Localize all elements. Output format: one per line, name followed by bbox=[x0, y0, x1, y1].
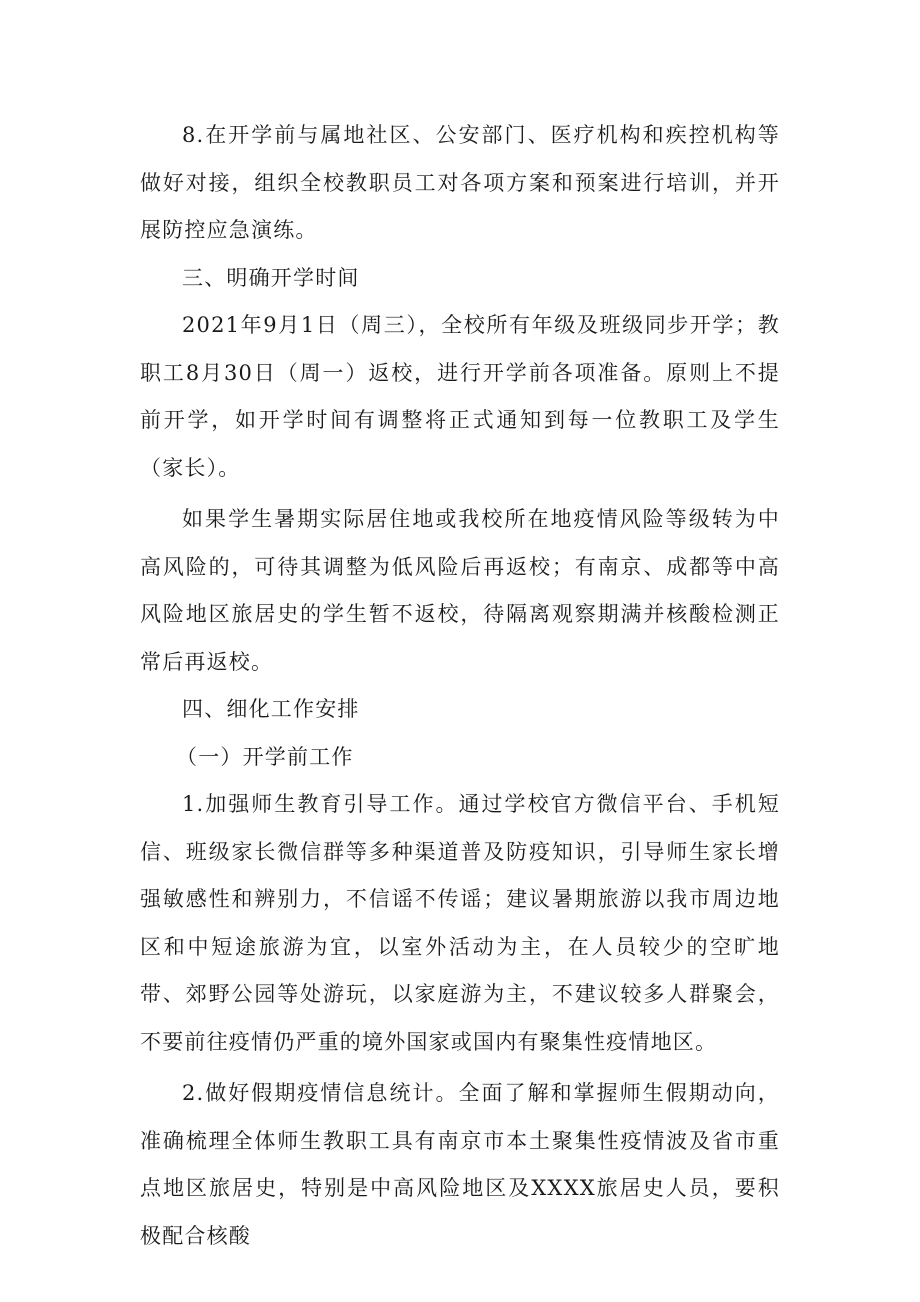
section-heading-3: 三、明确开学时间 bbox=[182, 265, 360, 290]
paragraph-item-1: 1.加强师生教育引导工作。通过学校官方微信平台、手机短信、班级家长微信群等多种渠道普及防疫知识，引导师生家长增强敏感性和辨别力，不信谣不传谣；建议暑期旅游以我市周边地区和中短途旅游为宜，以室外活动为主，在人员较少的空旷地带、郊野公园等处游玩，以家庭游为主，不建议较多人群聚会，不要前往疫情仍严重的境外国家或国内有聚集性疫情地区。 bbox=[140, 792, 780, 1054]
paragraph-risk-policy: 如果学生暑期实际居住地或我校所在地疫情风险等级转为中高风险的，可待其调整为低风险后再返校；有南京、成都等中高风险地区旅居史的学生暂不返校，待隔离观察期满并核酸检测正常后再返校。 bbox=[140, 507, 780, 674]
paragraph-start-date: 2021年9月1日（周三），全校所有年级及班级同步开学；教职工8月30日（周一）返校，进行开学前各项准备。原则上不提前开学，如开学时间有调整将正式通知到每一位教职工及学生（家长）。 bbox=[140, 313, 780, 480]
paragraph-item-8: 8.在开学前与属地社区、公安部门、医疗机构和疾控机构等做好对接，组织全校教职员工对各项方案和预案进行培训，并开展防控应急演练。 bbox=[140, 123, 780, 242]
subsection-heading-1: （一）开学前工作 bbox=[176, 744, 354, 769]
paragraph-item-2: 2.做好假期疫情信息统计。全面了解和掌握师生假期动向，准确梳理全体师生教职工具有南京市本土聚集性疫情波及省市重点地区旅居史，特别是中高风险地区及XXXX旅居史人员，要积极配合核酸 bbox=[140, 1081, 780, 1248]
section-heading-4: 四、细化工作安排 bbox=[182, 697, 360, 721]
document-body bbox=[140, 112, 780, 1260]
